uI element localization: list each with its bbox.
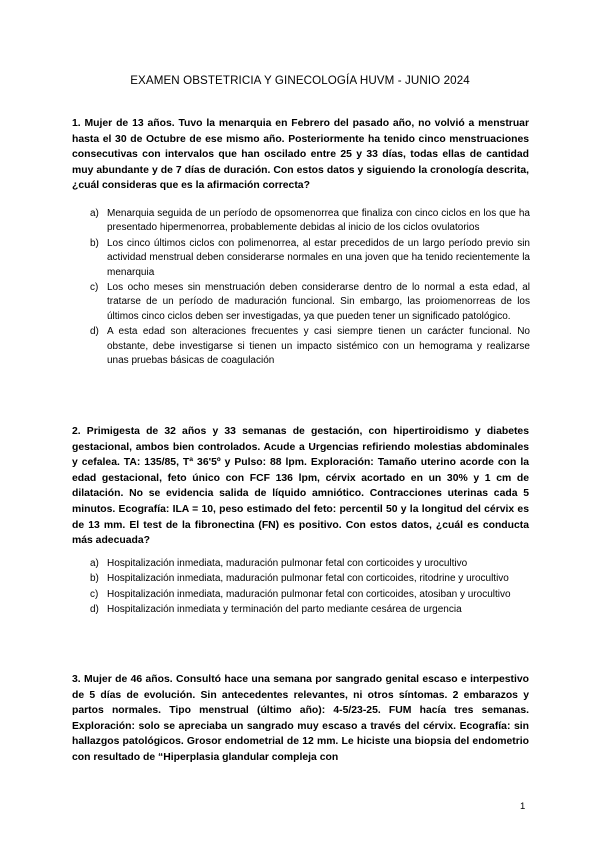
question-2-option-a[interactable] xyxy=(90,557,530,571)
option-text: Hospitalización inmediata, maduración pulmonar fetal con corticoides, atosiban y urocultivo xyxy=(107,588,511,600)
option-letter: a) xyxy=(90,558,99,569)
question-2-options xyxy=(90,557,530,619)
option-text: Hospitalización inmediata, maduración pulmonar fetal con corticoides, ritodrine y urocultivo xyxy=(107,573,509,585)
question-2-option-d[interactable] xyxy=(90,603,530,617)
question-1-stem: 1. Mujer de 13 años. Tuvo la menarquia en Febrero del pasado año, no volvió a menstruar hasta el 30 de Octubre de ese mismo año. Posteriormente ha tenido cinco menstruaciones consecutivas con intervalos que han oscilado entre 25 y 33 días, todas ellas de cantidad muy abundante y de 7 días de duración. Con estos datos y siguiendo la cronología descrita, ¿cuál consideras que es la afirmación correcta? xyxy=(72,118,529,192)
question-2-stem: 2. Primigesta de 32 años y 33 semanas de gestación, con hipertiroidismo y diabetes gestacional, ambos bien controlados. Acude a Urgencias refiriendo molestias abdominales y cefalea. TA: 135/85, Tª 36'5º y Pulso: 88 lpm. Exploración: Tamaño uterino acorde con la edad gestacional, feto único con FCF 136 lpm, cérvix acortado en un 30% y 1 cm de dilatación. No se evidencia salida de líquido amniótico. Contracciones uterinas cada 5 minutos. Ecografía: ILA = 10, peso estimado del feto: percentil 50 y la longitud del cérvix es de 13 mm. El test de la fibronectina (FN) es positivo. Con estos datos, ¿cuál es conducta más adecuada? xyxy=(72,426,529,547)
option-text: Los cinco últimos ciclos con polimenorrea, al estar precedidos de un largo período previo sin actividad menstrual deben considerarse normales en una joven que ha tenido recientemente la menarquia xyxy=(107,237,530,278)
option-text: Los ocho meses sin menstruación deben considerarse dentro de lo normal a esta edad, al tratarse de un período de maduración funcional. Sin embargo, las proiomenorreas de los últimos cinco ciclos deben ser investigadas, ya que pueden tener un significado patológico. xyxy=(107,282,530,322)
option-letter: b) xyxy=(90,237,99,249)
question-1-option-d[interactable] xyxy=(90,325,530,368)
option-text: A esta edad son alteraciones frecuentes y casi siempre tienen un carácter funcional. No obstante, debe investigarse si tienen un impacto sistémico con un hemograma y realizarse unas pruebas básicas de coagulación xyxy=(107,326,530,367)
option-letter: c) xyxy=(90,282,99,294)
question-1-option-b[interactable] xyxy=(90,237,530,280)
option-letter: d) xyxy=(90,326,99,338)
option-text: Hospitalización inmediata, maduración pulmonar fetal con corticoides y urocultivo xyxy=(107,558,468,569)
question-1-options xyxy=(90,207,530,369)
question-2-option-b[interactable] xyxy=(90,572,530,586)
question-2-option-c[interactable] xyxy=(90,588,530,602)
option-text: Menarquia seguida de un período de opsomenorrea que finaliza con cinco ciclos en los que ha presentado hipermenorrea, probablemente debidas al inicio de los ciclos ovulatorios xyxy=(107,208,530,234)
page-number: 1 xyxy=(520,801,526,812)
option-letter: c) xyxy=(90,588,99,600)
option-letter: d) xyxy=(90,604,99,616)
option-letter: a) xyxy=(90,208,99,219)
question-1-option-c[interactable] xyxy=(90,281,530,324)
option-text: Hospitalización inmediata y terminación del parto mediante cesárea de urgencia xyxy=(107,604,462,616)
page-title: EXAMEN OBSTETRICIA Y GINECOLOGÍA HUVM - JUNIO 2024 xyxy=(130,74,470,87)
question-3-stem: 3. Mujer de 46 años. Consultó hace una semana por sangrado genital escaso e interpestivo de 5 días de evolución. Sin antecedentes relevantes, ni otros síntomas. 2 embarazos y partos normales. Tipo menstrual (último año): 4-5/23-25. FUM hacía tres semanas. Exploración: solo se apreciaba un sangrado muy escaso a través del cérvix. Ecografía: sin hallazgos patológicos. Grosor endometrial de 12 mm. Le hiciste una biopsia del endometrio con resultado de “Hiperplasia glandular compleja con xyxy=(72,674,529,763)
question-1-option-a[interactable] xyxy=(90,207,530,236)
option-letter: b) xyxy=(90,573,99,585)
